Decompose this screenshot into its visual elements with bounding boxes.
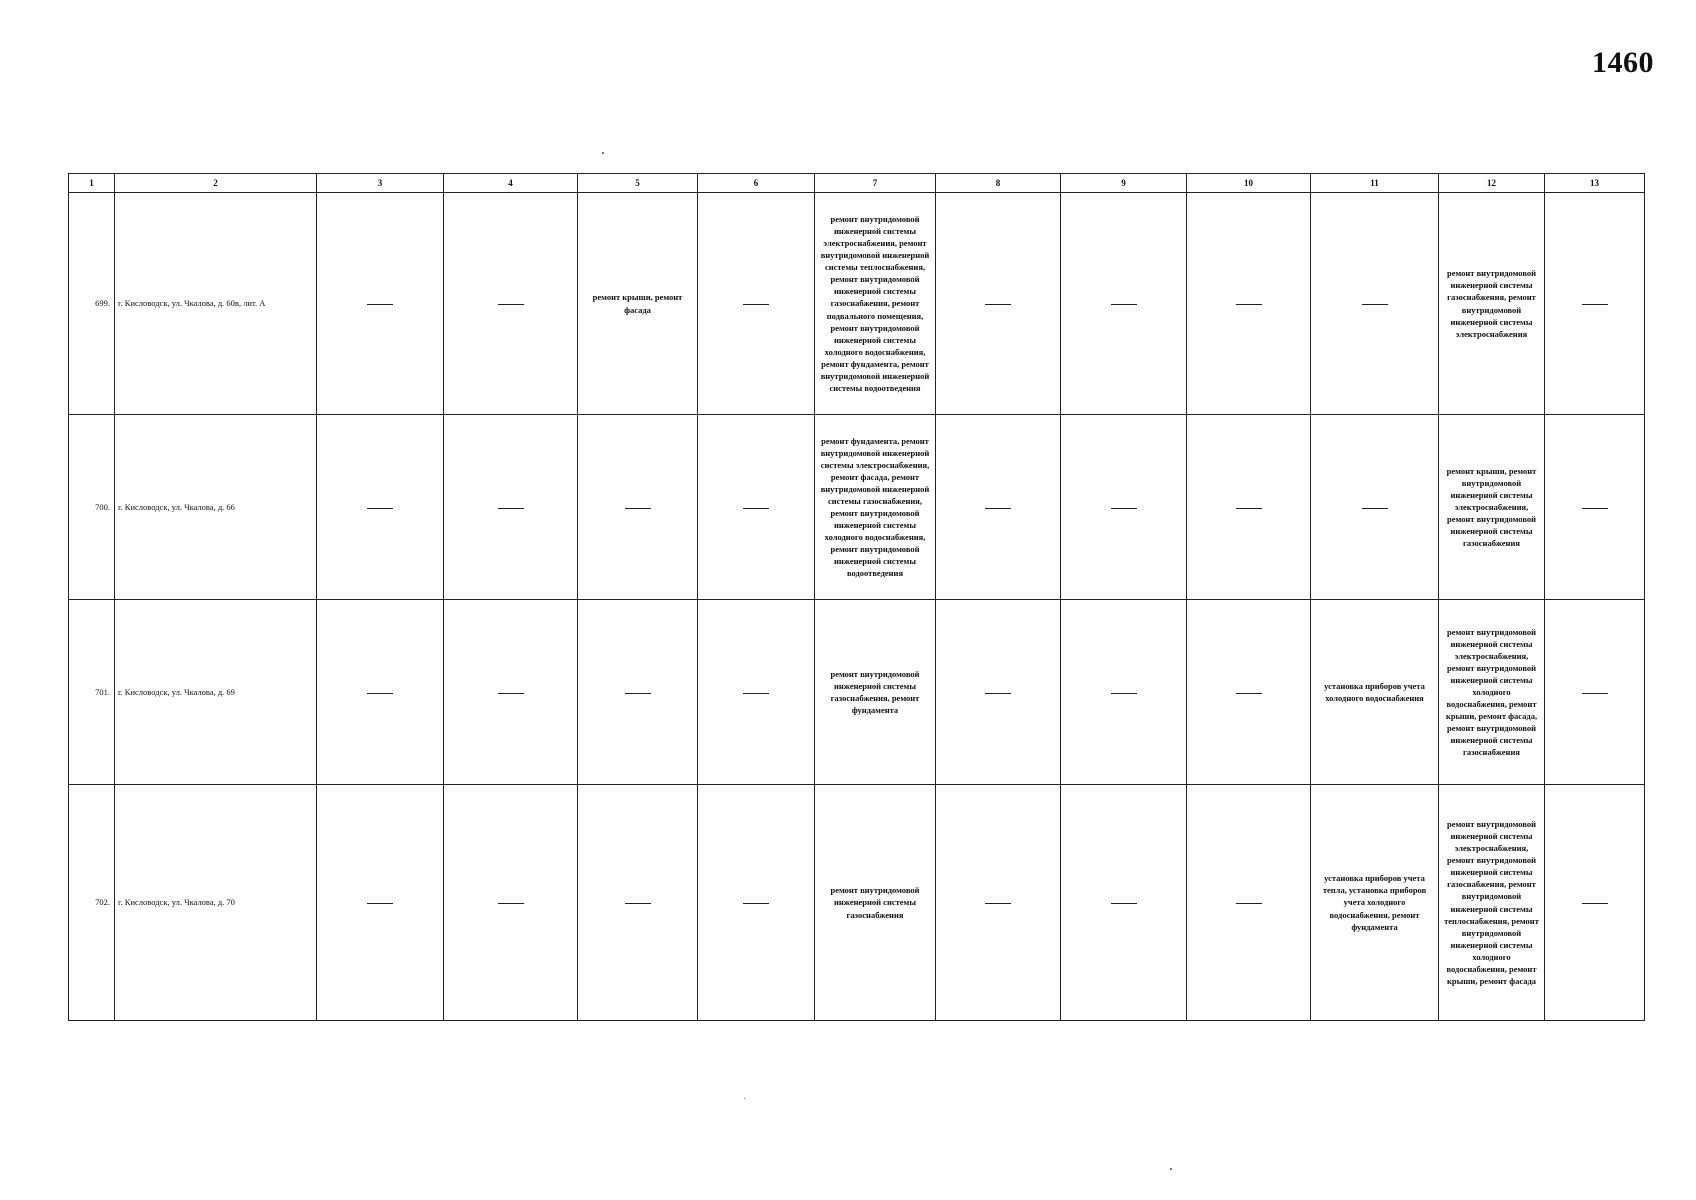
address-cell: г. Кисловодск, ул. Чкалова, д. 70 xyxy=(115,785,317,1021)
empty-cell xyxy=(1187,600,1311,785)
empty-cell xyxy=(1061,193,1187,415)
empty-cell xyxy=(578,415,698,600)
empty-cell xyxy=(698,785,815,1021)
empty-cell xyxy=(1311,193,1439,415)
works-col-7: ремонт внутридомовой инженерной системы электроснабжения, ремонт внутридомовой инженерной системы теплоснабжения, ремонт внутридомовой инженерной системы газоснабжения, ремонт подвального помещения, ремонт внутридомовой инженерной системы холодного водоснабжения, ремонт фундамента, ремонт внутридомовой инженерной системы водоотведения xyxy=(815,193,936,415)
dash-mark xyxy=(1111,304,1137,305)
dash-mark xyxy=(498,508,524,509)
empty-cell xyxy=(1187,193,1311,415)
dash-mark xyxy=(1582,693,1608,694)
dash-mark xyxy=(1236,903,1262,904)
dash-mark xyxy=(1236,508,1262,509)
dash-mark xyxy=(1582,304,1608,305)
empty-cell xyxy=(317,600,444,785)
dash-mark xyxy=(743,304,769,305)
empty-cell xyxy=(936,415,1061,600)
address-cell: г. Кисловодск, ул. Чкалова, д. 66 xyxy=(115,415,317,600)
dash-mark xyxy=(367,903,393,904)
scan-speck xyxy=(1170,1168,1172,1170)
column-number-4: 4 xyxy=(444,174,578,193)
empty-cell xyxy=(444,415,578,600)
column-number-2: 2 xyxy=(115,174,317,193)
row-number: 702. xyxy=(69,785,115,1021)
repair-works-table xyxy=(68,173,1645,1021)
empty-cell xyxy=(1311,415,1439,600)
dash-mark xyxy=(1111,508,1137,509)
works-col-11: установка приборов учета тепла, установка приборов учета холодного водоснабжения, ремонт фундамента xyxy=(1311,785,1439,1021)
empty-cell xyxy=(1061,600,1187,785)
dash-mark xyxy=(1582,903,1608,904)
dash-mark xyxy=(1111,903,1137,904)
works-col-5: ремонт крыши, ремонт фасада xyxy=(578,193,698,415)
empty-cell xyxy=(1545,415,1645,600)
empty-cell xyxy=(698,193,815,415)
row-number: 699. xyxy=(69,193,115,415)
empty-cell xyxy=(1187,415,1311,600)
dash-mark xyxy=(367,508,393,509)
dash-mark xyxy=(625,903,651,904)
column-number-11: 11 xyxy=(1311,174,1439,193)
empty-cell xyxy=(1061,785,1187,1021)
column-number-13: 13 xyxy=(1545,174,1645,193)
empty-cell xyxy=(936,600,1061,785)
works-col-12: ремонт крыши, ремонт внутридомовой инженерной системы электроснабжения, ремонт внутридомовой инженерной системы газоснабжения xyxy=(1439,415,1545,600)
empty-cell xyxy=(578,600,698,785)
empty-cell xyxy=(444,785,578,1021)
column-number-3: 3 xyxy=(317,174,444,193)
dash-mark xyxy=(625,693,651,694)
works-col-7: ремонт внутридомовой инженерной системы газоснабжения xyxy=(815,785,936,1021)
empty-cell xyxy=(444,600,578,785)
dash-mark xyxy=(498,304,524,305)
dash-mark xyxy=(498,693,524,694)
dash-mark xyxy=(1582,508,1608,509)
empty-cell xyxy=(1545,193,1645,415)
dash-mark xyxy=(498,903,524,904)
dash-mark xyxy=(985,693,1011,694)
dash-mark xyxy=(985,304,1011,305)
empty-cell xyxy=(317,785,444,1021)
works-col-12: ремонт внутридомовой инженерной системы электроснабжения, ремонт внутридомовой инженерной системы холодного водоснабжения, ремонт крыши, ремонт фасада, ремонт внутридомовой инженерной системы газоснабжения xyxy=(1439,600,1545,785)
empty-cell xyxy=(578,785,698,1021)
column-number-7: 7 xyxy=(815,174,936,193)
dash-mark xyxy=(1362,304,1388,305)
empty-cell xyxy=(936,785,1061,1021)
empty-cell xyxy=(317,415,444,600)
row-number: 701. xyxy=(69,600,115,785)
works-col-12: ремонт внутридомовой инженерной системы газоснабжения, ремонт внутридомовой инженерной системы электроснабжения xyxy=(1439,193,1545,415)
column-number-9: 9 xyxy=(1061,174,1187,193)
column-number-5: 5 xyxy=(578,174,698,193)
dash-mark xyxy=(367,693,393,694)
empty-cell xyxy=(1061,415,1187,600)
dash-mark xyxy=(367,304,393,305)
dash-mark xyxy=(743,508,769,509)
column-number-8: 8 xyxy=(936,174,1061,193)
table-row xyxy=(69,415,1645,600)
page-number: 1460 xyxy=(1592,46,1654,79)
table-row xyxy=(69,193,1645,415)
dash-mark xyxy=(985,508,1011,509)
empty-cell xyxy=(1545,600,1645,785)
column-number-12: 12 xyxy=(1439,174,1545,193)
works-col-7: ремонт фундамента, ремонт внутридомовой инженерной системы электроснабжения, ремонт фасада, ремонт внутридомовой инженерной системы газоснабжения, ремонт внутридомовой инженерной системы холодного водоснабжения, ремонт внутридомовой инженерной системы водоотведения xyxy=(815,415,936,600)
dash-mark xyxy=(743,693,769,694)
dash-mark xyxy=(1362,508,1388,509)
table-row xyxy=(69,600,1645,785)
dash-mark xyxy=(985,903,1011,904)
dash-mark xyxy=(625,508,651,509)
dash-mark xyxy=(1236,693,1262,694)
column-number-row xyxy=(69,174,1645,193)
dash-mark xyxy=(1236,304,1262,305)
empty-cell xyxy=(1187,785,1311,1021)
dash-mark xyxy=(1111,693,1137,694)
works-col-11: установка приборов учета холодного водоснабжения xyxy=(1311,600,1439,785)
address-cell: г. Кисловодск, ул. Чкалова, д. 69 xyxy=(115,600,317,785)
empty-cell xyxy=(698,600,815,785)
row-number: 700. xyxy=(69,415,115,600)
empty-cell xyxy=(317,193,444,415)
column-number-6: 6 xyxy=(698,174,815,193)
empty-cell xyxy=(1545,785,1645,1021)
scan-speck xyxy=(602,152,604,154)
works-col-12: ремонт внутридомовой инженерной системы электроснабжения, ремонт внутридомовой инженерной системы газоснабжения, ремонт внутридомовой инженерной системы теплоснабжения, ремонт внутридомовой инженерной системы холодного водоснабжения, ремонт крыши, ремонт фасада xyxy=(1439,785,1545,1021)
empty-cell xyxy=(698,415,815,600)
works-col-7: ремонт внутридомовой инженерной системы газоснабжения, ремонт фундамента xyxy=(815,600,936,785)
scan-speck xyxy=(744,1098,745,1099)
empty-cell xyxy=(444,193,578,415)
dash-mark xyxy=(743,903,769,904)
table-row xyxy=(69,785,1645,1021)
column-number-1: 1 xyxy=(69,174,115,193)
empty-cell xyxy=(936,193,1061,415)
column-number-10: 10 xyxy=(1187,174,1311,193)
address-cell: г. Кисловодск, ул. Чкалова, д. 60в, лит. А xyxy=(115,193,317,415)
